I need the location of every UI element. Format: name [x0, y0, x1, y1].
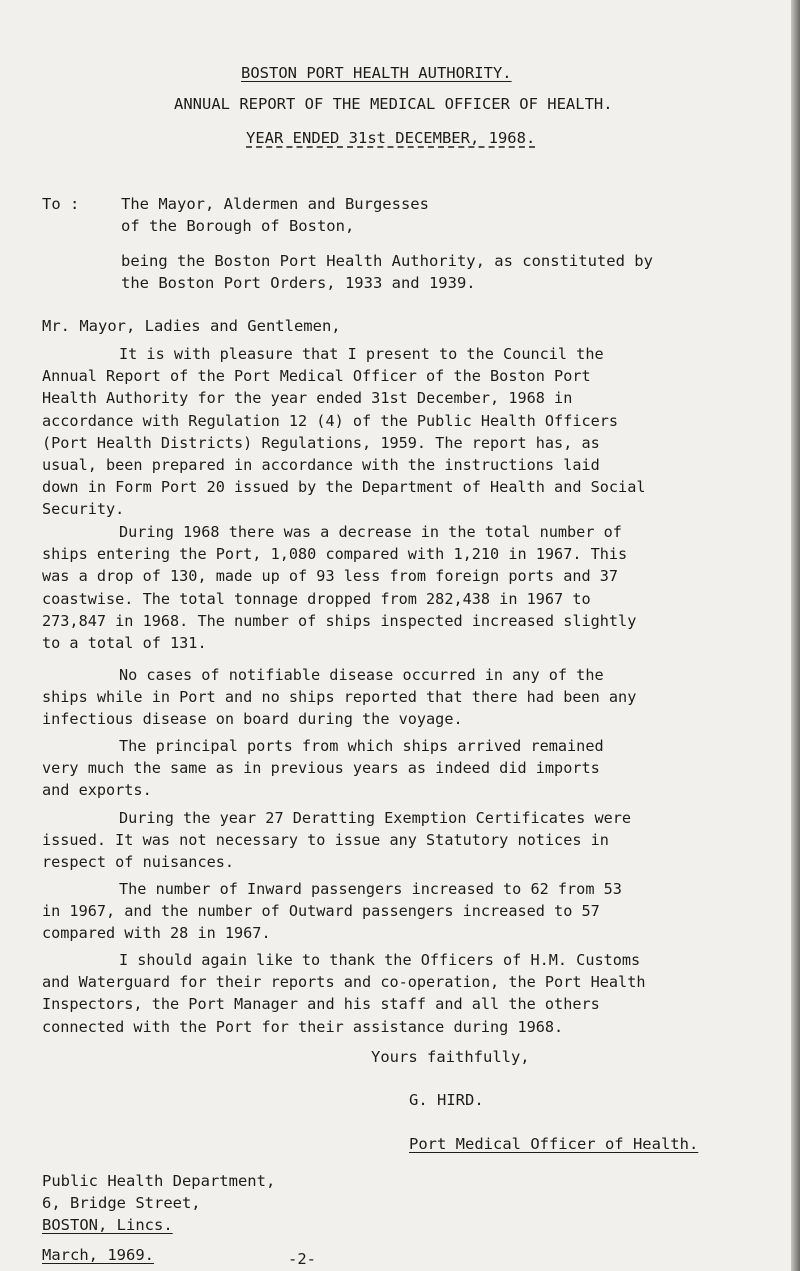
paragraph-deratting: During the year 27 Deratting Exemption Certificates were issued. It was not necessary to issue any Statutory notices in respect of nuisances.	[42, 809, 632, 872]
report-year: YEAR ENDED 31st DECEMBER, 1968.	[246, 129, 536, 147]
addressee-line-3: being the Boston Port Health Authority, as constituted by	[121, 252, 653, 270]
addressee-line-4: the Boston Port Orders, 1933 and 1939.	[121, 274, 476, 292]
salutation: Mr. Mayor, Ladies and Gentlemen,	[42, 317, 341, 335]
department-line-3: BOSTON, Lincs.	[42, 1216, 173, 1234]
report-date: March, 1969.	[42, 1246, 154, 1264]
addressee-line-1: The Mayor, Aldermen and Burgesses	[121, 195, 429, 213]
closing: Yours faithfully,	[371, 1048, 530, 1066]
signatory-title: Port Medical Officer of Health.	[409, 1135, 699, 1153]
paragraph-thanks: I should again like to thank the Officers of H.M. Customs and Waterguard for their reports and co-operation, the Port Health Inspectors, the Port Manager and his staff and all the others connected with the Port for their assistance during 1968.	[42, 951, 646, 1036]
addressee-line-2: of the Borough of Boston,	[121, 217, 355, 235]
department-line-2: 6, Bridge Street,	[42, 1194, 201, 1212]
paragraph-intro: It is with pleasure that I present to the Council the Annual Report of the Port Medical Officer of the Boston Port Health Authority for the year ended 31st December, 1968 in accordance with Regulation 12 (4) of the Public Health Officers (Port Health Districts) Regulations, 1959. The report has, as usual, been prepared in accordance with the instructions laid down in Form Port 20 issued by the Department of Health and Social Security.	[42, 345, 646, 519]
report-title: ANNUAL REPORT OF THE MEDICAL OFFICER OF HEALTH.	[174, 95, 613, 113]
paragraph-ports: The principal ports from which ships arrived remained very much the same as in previous years as indeed did imports and exports.	[42, 737, 604, 800]
authority-heading: BOSTON PORT HEALTH AUTHORITY.	[241, 64, 512, 82]
department-line-1: Public Health Department,	[42, 1172, 276, 1190]
paragraph-passengers: The number of Inward passengers increased to 62 from 53 in 1967, and the number of Outward passengers increased to 57 compared with 28 in 1967.	[42, 880, 622, 943]
paragraph-ships: During 1968 there was a decrease in the total number of ships entering the Port, 1,080 compared with 1,210 in 1967. This was a drop of 130, made up of 93 less from foreign ports and 37 coastwise. The total tonnage dropped from 282,438 in 1967 to 273,847 in 1968. The number of ships inspected increased slightly to a total of 131.	[42, 523, 637, 653]
page-edge-shadow	[791, 0, 800, 1271]
paragraph-disease: No cases of notifiable disease occurred in any of the ships while in Port and no ships reported that there had been any infectious disease on board during the voyage.	[42, 666, 637, 729]
to-label: To :	[42, 195, 80, 213]
signatory-name: G. HIRD.	[409, 1091, 484, 1109]
page-number: -2-	[288, 1250, 316, 1268]
